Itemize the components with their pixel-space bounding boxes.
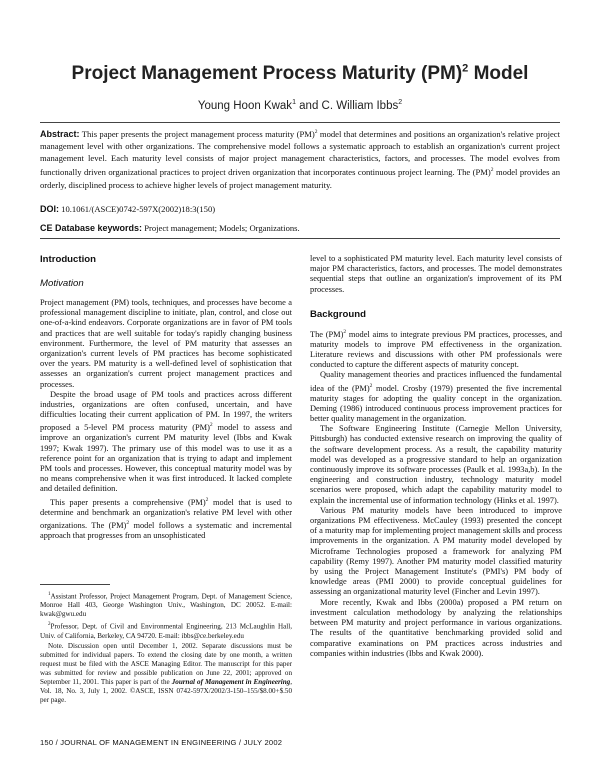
paragraph: More recently, Kwak and Ibbs (2000a) proposed a PM return on investment calculation methodology by analyzing the relationships between PM maturity and project performance in various organizations. The results of the quantitative benchmarking provided solid and comparative examinations on PM practices across industries and companies within industries (Ibbs and Kwak 2000).	[310, 597, 562, 658]
section-heading-background: Background	[310, 308, 366, 320]
paragraph: Quality management theories and practices influenced the fundamental idea of the (PM)$^2$ model. Crosby (1979) presented the five incremental maturity stages for adopting the quality concept in the organization. Deming (1986) introduced continuous process improvement practices for better quality management in the organization.	[310, 370, 563, 424]
footnote-rule	[40, 584, 110, 585]
paragraph: level to a sophisticated PM maturity level. Each maturity level consists of major PM characteristics, factors, and processes. The model demonstrates sequential steps that outline an organization's improvement of its PM processes.	[310, 254, 562, 294]
abstract-label: Abstract:	[40, 128, 80, 139]
author-list: Young Hoon Kwak$^1$ and C. William Ibbs$^2$	[197, 99, 403, 112]
footnote-2: $^2$Professor, Dept. of Civil and Environmental Engineering, 213 McLaughlin Hall, Univ. of California, Berkeley, CA 94720. E-mail: ibbs@ce.berkeley.edu	[40, 622, 292, 640]
abstract-bottom-rule	[40, 238, 560, 239]
right-column	[310, 254, 562, 659]
paragraph: Project management (PM) tools, techniques, and processes have become a professional management discipline to initiate, plan, control, and close out one-of-a-kind endeavors. Corporate organizations are in favor of PM tools and practices that are well suitable for today's rapidly changing business environment. Furthermore, the level of PM maturity that assesses an organization's current levels of PM practices has become sophisticated over the years. PM maturity is a well-defined level of sophistication that assesses an organization's current project management practices and processes.	[40, 298, 292, 389]
paragraph: Various PM maturity models have been introduced to improve organizations PM effectiveness. McCauley (1993) presented the concept of a maturity map for implementing project management skills and process improvements in the organization. A PM maturity model developed by Microframe Technologies proposed a framework for analyzing PM capability (Remy 1997). Another PM maturity model classified maturity by using the Project Management Institute's (PMI's) PM body of knowledge areas (PMI 2000) to provide conceptual guidelines for assessing an organizational maturity level (Fincher and Levin 1997).	[310, 505, 562, 597]
paragraph: The Software Engineering Institute (Carnegie Mellon University, Pittsburgh) has conducted extensive research on improving the quality of the software development process. As a result, the capability maturity model was developed as a progressive standard to help an organization continuously improve its software processes (Paulk et al. 1993a,b). In the engineering and construction industry, technology maturity model scenarios were proposed, which adapt the capability maturity model to explain the incremental use of information technology (Hinks et al. 1997).	[310, 424, 562, 505]
paragraph: The (PM)$^2$ model aims to integrate previous PM practices, processes, and maturity models to improve PM effectiveness in the organization. Literature reviews and discussions with other PM professionals were conducted to capture the different aspects of maturity concept.	[310, 328, 563, 370]
footnotes	[40, 590, 292, 706]
left-column	[40, 254, 292, 541]
page-footer: 150 / JOURNAL OF MANAGEMENT IN ENGINEERING / JULY 2002	[40, 738, 283, 747]
paragraph: Despite the broad usage of PM tools and practices across different industries, organizations are often confused, uncertain, and have difficulties locating their current application of PM. In 1997, the writers proposed a 5-level PM process maturity (PM)$^2$ model to assess and improve an organization's current PM maturity level (Ibbs and Kwak 1997; Kwak 1997). The primary use of this model was to use it as a reference point for an organization that is trying to adapt and implement PM tools and processes. However, this conceptual maturity model was by no means comprehensive when it was first introduced. It lacked complete and detailed definition.	[40, 389, 292, 494]
discussion-note: Note. Discussion open until December 1, 2002. Separate discussions must be submitted for individual papers. To extend the closing date by one month, a written request must be filed with the ASCE Managing Editor. The manuscript for this paper was submitted for review and possible publication on June 22, 2001; approved on September 11, 2001. This paper is part of the Journal of Management in Engineering, Vol. 18, No. 3, July 1, 2002. ©ASCE, ISSN 0742-597X/2002/3-150–155/$8.00+$.50 per page.	[40, 641, 293, 704]
author-2: C. William Ibbs	[321, 99, 399, 112]
subsection-heading-motivation: Motivation	[40, 278, 84, 289]
abstract: Abstract: This paper presents the project management process maturity (PM)$^2$ model that determines and positions an organization's relative project management level with other organizations. The comprehensive model follows a systematic approach to establish an organization's current project management level. Each maturity level consists of major project management characteristics, factors, and processes. The model evolves from functionally driven organizational practices to project driven organization that incorporates continuous project learning. The (PM)$^2$ model provides an orderly, disciplined process to achieve higher levels of project management maturity.	[40, 128, 560, 190]
paper-title: Project Management Process Maturity (PM)$^2$ Model	[71, 62, 529, 84]
section-heading-introduction: Introduction	[40, 254, 96, 265]
abstract-top-rule	[40, 122, 560, 123]
footnote-1: $^1$Assistant Professor, Project Management Program, Dept. of Management Science, Monroe Hall 403, George Washington Univ., Washington, DC 20052. E-mail: kwak@gwu.edu	[40, 592, 292, 619]
paragraph: This paper presents a comprehensive (PM)$^2$ model that is used to determine and benchmark an organization's relative PM level with other organizations. The (PM)$^2$ model follows a systematic and incremental approach that progresses from an unsophisticated	[40, 496, 292, 540]
keywords-line: CE Database keywords: Project management; Models; Organizations.	[40, 223, 300, 233]
doi-line: DOI: 10.1061/(ASCE)0742-597X(2002)18:3(150)	[40, 204, 216, 214]
author-1: Young Hoon Kwak	[197, 99, 293, 112]
